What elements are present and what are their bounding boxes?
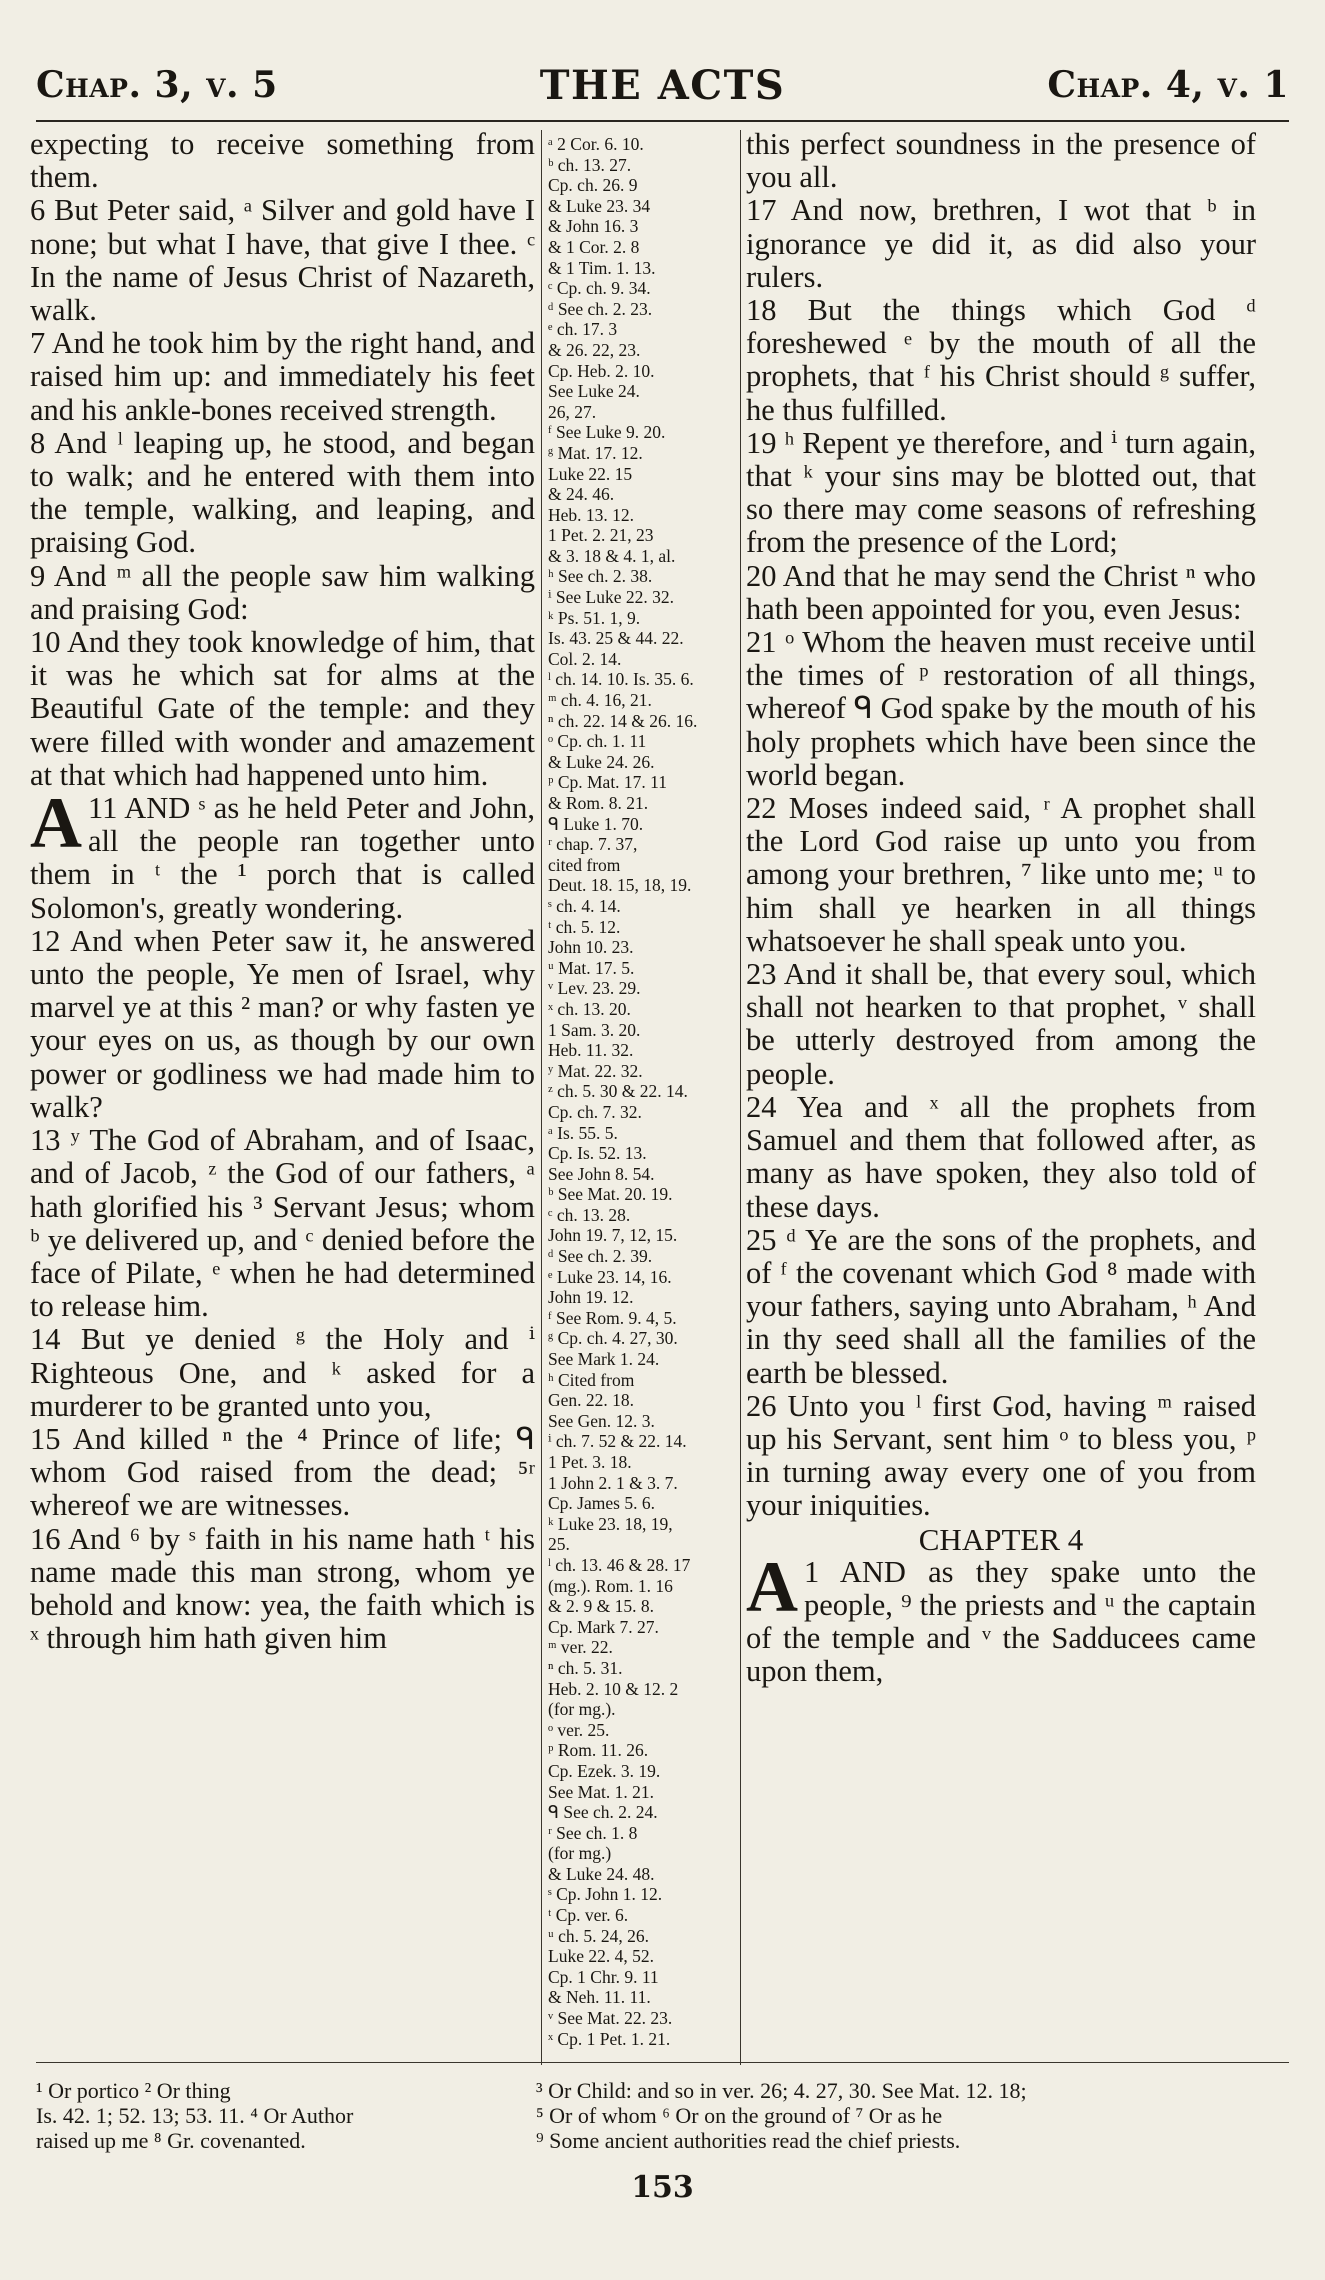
verse: 7 And he took him by the right hand, and raised him up: and immediately his feet and his ankle-bones received strength.: [30, 326, 535, 427]
cross-reference: ʸ Mat. 22. 32.: [548, 1060, 643, 1081]
cross-reference: ᶜ Cp. ch. 9. 34.: [548, 278, 651, 299]
cross-reference: ᵃ Is. 55. 5.: [548, 1122, 618, 1143]
verse: 15 And killed ⁿ the ⁴ Prince of life; ᑫ whom God raised from the dead; ⁵ʳ whereof we are witnesses.: [30, 1421, 535, 1523]
cross-reference: ᶻ ch. 5. 30 & 22. 14.: [548, 1081, 688, 1102]
cross-reference: ᵗ Cp. ver. 6.: [548, 1905, 629, 1926]
footnote-line: raised up me ⁸ Gr. covenanted.: [36, 2128, 306, 2153]
cross-reference: Cp. 1 Chr. 9. 11: [548, 1966, 659, 1987]
cross-reference: ᵈ See ch. 2. 39.: [548, 1246, 653, 1267]
cross-reference: ˡ ch. 14. 10. Is. 35. 6.: [548, 669, 694, 690]
footnote-rule: [36, 2062, 1289, 2063]
column-rule-right: [740, 130, 741, 2065]
cross-reference: ⁱ See Luke 22. 32.: [548, 587, 674, 608]
cross-reference: Heb. 2. 10 & 12. 2: [548, 1678, 679, 1699]
cross-reference: Cp. Heb. 2. 10.: [548, 360, 655, 381]
cross-reference: Cp. ch. 26. 9: [548, 175, 638, 196]
cross-reference: John 10. 23.: [548, 937, 634, 958]
header-title: THE ACTS: [539, 62, 786, 109]
cross-reference-column: [548, 134, 736, 2074]
cross-reference: ⁿ ch. 22. 14 & 26. 16.: [548, 710, 698, 731]
cross-reference: ᵉ ch. 17. 3: [548, 319, 618, 340]
cross-reference: ᵉ Luke 23. 14, 16.: [548, 1266, 672, 1287]
verse: 10 And they took knowledge of him, that it was he which sat for alms at the Beautiful Gate of the temple: and they were filled with wonder and amazement at that which had happened unto him.: [30, 625, 535, 792]
verse: expecting to receive something from them.: [30, 128, 535, 195]
cross-reference: 26, 27.: [548, 401, 597, 422]
cross-reference: John 19. 12.: [548, 1287, 634, 1308]
cross-reference: 1 Pet. 3. 18.: [548, 1452, 632, 1472]
cross-reference: ᵘ ch. 5. 24, 26.: [548, 1925, 650, 1946]
running-header: [36, 58, 1289, 122]
cross-reference: & 1 Cor. 2. 8: [548, 236, 640, 257]
header-left: Chap. 3, v. 5: [36, 64, 278, 106]
footnote-line: ¹ Or portico ² Or thing: [36, 2078, 231, 2103]
verse: 14 But ye denied ᵍ the Holy and ⁱ Righteous One, and ᵏ asked for a murderer to be granted unto you,: [30, 1322, 535, 1423]
verse: 20 And that he may send the Christ ⁿ who hath been appointed for you, even Jesus:: [746, 558, 1256, 626]
cross-reference: cited from: [548, 854, 621, 875]
page-number: 153: [631, 2170, 694, 2205]
cross-reference: (mg.). Rom. 1. 16: [548, 1575, 673, 1596]
cross-reference: ᑫ See ch. 2. 24.: [548, 1802, 658, 1823]
footnote-line: ⁹ Some ancient authorities read the chief priests.: [536, 2128, 961, 2153]
verse: 16 And ⁶ by ˢ faith in his name hath ᵗ his name made this man strong, whom ye behold and know: yea, the faith which is ˣ through him hath given him: [30, 1521, 535, 1656]
drop-cap: A: [746, 1546, 798, 1627]
cross-reference: ᵇ ch. 13. 27.: [548, 154, 632, 175]
paragraph-start-verse: [30, 783, 535, 925]
chapter-heading: CHAPTER 4: [918, 1521, 1084, 1557]
verse: 22 Moses indeed said, ʳ A prophet shall the Lord God raise up unto you from among your brethren, ⁷ like unto me; ᵘ to him shall ye hearken in all things whatsoever he shall speak unto you.: [746, 791, 1256, 958]
left-text-column: [30, 128, 535, 2056]
cross-reference: Heb. 13. 12.: [548, 504, 635, 525]
cross-reference: ᵛ See Mat. 22. 23.: [548, 2008, 673, 2029]
footnote-line: Is. 42. 1; 52. 13; 53. 11. ⁴ Or Author: [36, 2103, 354, 2128]
cross-reference: ᵏ Ps. 51. 1, 9.: [548, 607, 641, 628]
verse: 23 And it shall be, that every soul, which shall not hearken to that prophet, ᵛ shall be utterly destroyed from among the people.: [746, 957, 1256, 1091]
cross-reference: ˣ Cp. 1 Pet. 1. 21.: [548, 2028, 671, 2049]
cross-reference: & Luke 24. 48.: [548, 1863, 655, 1884]
cross-reference: See Gen. 12. 3.: [548, 1410, 655, 1431]
cross-reference: ᵒ Cp. ch. 1. 11: [548, 731, 647, 752]
cross-reference: ᵈ See ch. 2. 23.: [548, 298, 653, 319]
verse: 26 Unto you ˡ first God, having ᵐ raised up his Servant, sent him ᵒ to bless you, ᵖ in turning away every one of you from your iniquities.: [746, 1388, 1256, 1523]
footnotes-left: [36, 2078, 516, 2153]
cross-reference: ʳ See ch. 1. 8: [548, 1822, 638, 1843]
verse: 24 Yea and ˣ all the prophets from Samuel and them that followed after, as many as have spoken, they also told of these days.: [746, 1089, 1256, 1224]
cross-reference: ᑫ Luke 1. 70.: [548, 813, 644, 834]
cross-reference: ᶜ ch. 13. 28.: [548, 1204, 631, 1225]
cross-reference: & 1 Tim. 1. 13.: [548, 257, 656, 278]
cross-reference: & Luke 24. 26.: [548, 751, 655, 772]
cross-reference: Luke 22. 15: [548, 463, 633, 484]
cross-reference: ᵗ ch. 5. 12.: [548, 916, 621, 937]
cross-reference: ᵒ ver. 25.: [548, 1719, 610, 1740]
cross-reference: ᵏ Luke 23. 18, 19,: [548, 1513, 673, 1534]
cross-reference: & Rom. 8. 21.: [548, 793, 649, 813]
cross-reference: ʰ Cited from: [548, 1369, 635, 1390]
cross-reference: Deut. 18. 15, 18, 19.: [548, 875, 692, 896]
cross-reference: ʰ See ch. 2. 38.: [548, 566, 653, 587]
paragraph-start-verse: [746, 1546, 1256, 1689]
cross-reference: Is. 43. 25 & 44. 22.: [548, 628, 684, 649]
cross-reference: ⁿ ch. 5. 31.: [548, 1657, 623, 1678]
footnotes-right: [536, 2078, 1325, 2153]
cross-reference: ᶠ See Rom. 9. 4, 5.: [548, 1307, 677, 1328]
cross-reference: See John 8. 54.: [548, 1163, 655, 1184]
verse: 25 ᵈ Ye are the sons of the prophets, and of ᶠ the covenant which God ⁸ made with your fathers, saying unto Abraham, ʰ And in thy seed shall all the families of the earth be blessed.: [746, 1222, 1256, 1390]
verse: this perfect soundness in the presence of you all.: [746, 128, 1256, 195]
cross-reference: Cp. Is. 52. 13.: [548, 1143, 647, 1164]
verse: 17 And now, brethren, I wot that ᵇ in ignorance ye did it, as did also your rulers.: [746, 193, 1256, 294]
cross-reference: John 19. 7, 12, 15.: [548, 1225, 678, 1246]
footnote-line: ³ Or Child: and so in ver. 26; 4. 27, 30. See Mat. 12. 18;: [536, 2078, 1027, 2103]
cross-reference: & 24. 46.: [548, 484, 615, 505]
cross-reference: Cp. Ezek. 3. 19.: [548, 1760, 661, 1781]
cross-reference: Cp. Mark 7. 27.: [548, 1616, 659, 1637]
footnote-line: ⁵ Or of whom ⁶ Or on the ground of ⁷ Or as he: [536, 2103, 943, 2128]
cross-reference: Cp. James 5. 6.: [548, 1493, 655, 1514]
cross-reference: ᵍ Mat. 17. 12.: [548, 442, 643, 463]
header-rule: [36, 120, 1289, 122]
verse: 18 But the things which God ᵈ foreshewed ᵉ by the mouth of all the prophets, that ᶠ his Christ should ᵍ suffer, he thus fulfilled.: [746, 293, 1256, 427]
verse: 13 ʸ The God of Abraham, and of Isaac, and of Jacob, ᶻ the God of our fathers, ᵃ hath glorified his ³ Servant Jesus; whom ᵇ ye delivered up, and ᶜ denied before the face of Pilate, ᵉ when he had determined to release him.: [30, 1123, 535, 1324]
cross-reference: & 2. 9 & 15. 8.: [548, 1596, 654, 1617]
cross-reference: ᵍ Cp. ch. 4. 27, 30.: [548, 1328, 678, 1349]
cross-reference: ˢ ch. 4. 14.: [548, 895, 621, 916]
cross-reference: See Mat. 1. 21.: [548, 1781, 654, 1802]
drop-cap: A: [30, 783, 82, 864]
cross-reference: ᵘ Mat. 17. 5.: [548, 957, 635, 978]
verse: 12 And when Peter saw it, he answered unto the people, Ye men of Israel, why marvel ye at this ² man? or why fasten ye your eyes on us, as though by our own power or godliness we had made him to walk?: [30, 923, 535, 1124]
cross-reference: (for mg.).: [548, 1699, 616, 1720]
cross-reference: 1 Pet. 2. 21, 23: [548, 525, 654, 546]
cross-reference: (for mg.): [548, 1843, 612, 1864]
cross-reference: & 3. 18 & 4. 1, al.: [548, 545, 676, 566]
header-right: Chap. 4, v. 1: [1047, 64, 1289, 106]
right-text-column: [746, 128, 1256, 2056]
cross-reference: 1 Sam. 3. 20.: [548, 1019, 641, 1040]
cross-reference: 1 John 2. 1 & 3. 7.: [548, 1472, 678, 1493]
cross-reference: 25.: [548, 1534, 570, 1555]
column-rule-left: [541, 130, 542, 2065]
verse: 9 And ᵐ all the people saw him walking and praising God:: [30, 558, 535, 626]
cross-reference: ᵃ 2 Cor. 6. 10.: [548, 134, 644, 154]
verse-text: 1 AND as they spake unto the people, ⁹ the priests and ᵘ the captain of the temple and ᵛ the Sadducees came upon them,: [746, 1554, 1256, 1689]
cross-reference: See Luke 24.: [548, 381, 640, 402]
verse: 19 ʰ Repent ye therefore, and ⁱ turn again, that ᵏ your sins may be blotted out, that so there may come seasons of refreshing from the presence of the Lord;: [746, 425, 1256, 560]
verse: 8 And ˡ leaping up, he stood, and began to walk; and he entered with them into the temple, walking, and leaping, and praising God.: [30, 425, 535, 560]
cross-reference: Col. 2. 14.: [548, 648, 622, 669]
cross-reference: Gen. 22. 18.: [548, 1390, 635, 1411]
cross-reference: ᵐ ver. 22.: [548, 1637, 613, 1658]
cross-reference: ᵐ ch. 4. 16, 21.: [548, 690, 652, 711]
reference-list: [548, 134, 736, 2049]
cross-reference: Luke 22. 4, 52.: [548, 1946, 654, 1967]
cross-reference: See Mark 1. 24.: [548, 1349, 660, 1370]
verse: 6 But Peter said, ᵃ Silver and gold have I none; but what I have, that give I thee. ᶜ In the name of Jesus Christ of Nazareth, walk.: [30, 193, 535, 328]
cross-reference: ᵖ Cp. Mat. 17. 11: [548, 772, 668, 793]
cross-reference: ᵖ Rom. 11. 26.: [548, 1740, 649, 1761]
cross-reference: ʳ chap. 7. 37,: [548, 834, 638, 855]
verse: 21 ᵒ Whom the heaven must receive until the times of ᵖ restoration of all things, whereof ᑫ God spake by the mouth of his holy prophets which have been since the world began.: [746, 625, 1256, 792]
cross-reference: ⁱ ch. 7. 52 & 22. 14.: [548, 1431, 687, 1452]
cross-reference: & 26. 22, 23.: [548, 339, 641, 360]
cross-reference: Heb. 11. 32.: [548, 1040, 634, 1061]
cross-reference: ᵛ Lev. 23. 29.: [548, 978, 641, 999]
cross-reference: Cp. ch. 7. 32.: [548, 1101, 642, 1122]
cross-reference: ˢ Cp. John 1. 12.: [548, 1884, 663, 1905]
cross-reference: & John 16. 3: [548, 216, 639, 237]
cross-reference: ᵇ See Mat. 20. 19.: [548, 1184, 673, 1205]
verse-text: 11 AND ˢ as he held Peter and John, all the people ran together unto them in ᵗ the ¹ porch that is called Solomon's, greatly wondering.: [30, 791, 535, 925]
cross-reference: ˡ ch. 13. 46 & 28. 17: [548, 1554, 691, 1575]
cross-reference: & Neh. 11. 11.: [548, 1987, 651, 2008]
cross-reference: & Luke 23. 34: [548, 195, 651, 216]
cross-reference: ᶠ See Luke 9. 20.: [548, 422, 666, 443]
cross-reference: ˣ ch. 13. 20.: [548, 998, 631, 1019]
